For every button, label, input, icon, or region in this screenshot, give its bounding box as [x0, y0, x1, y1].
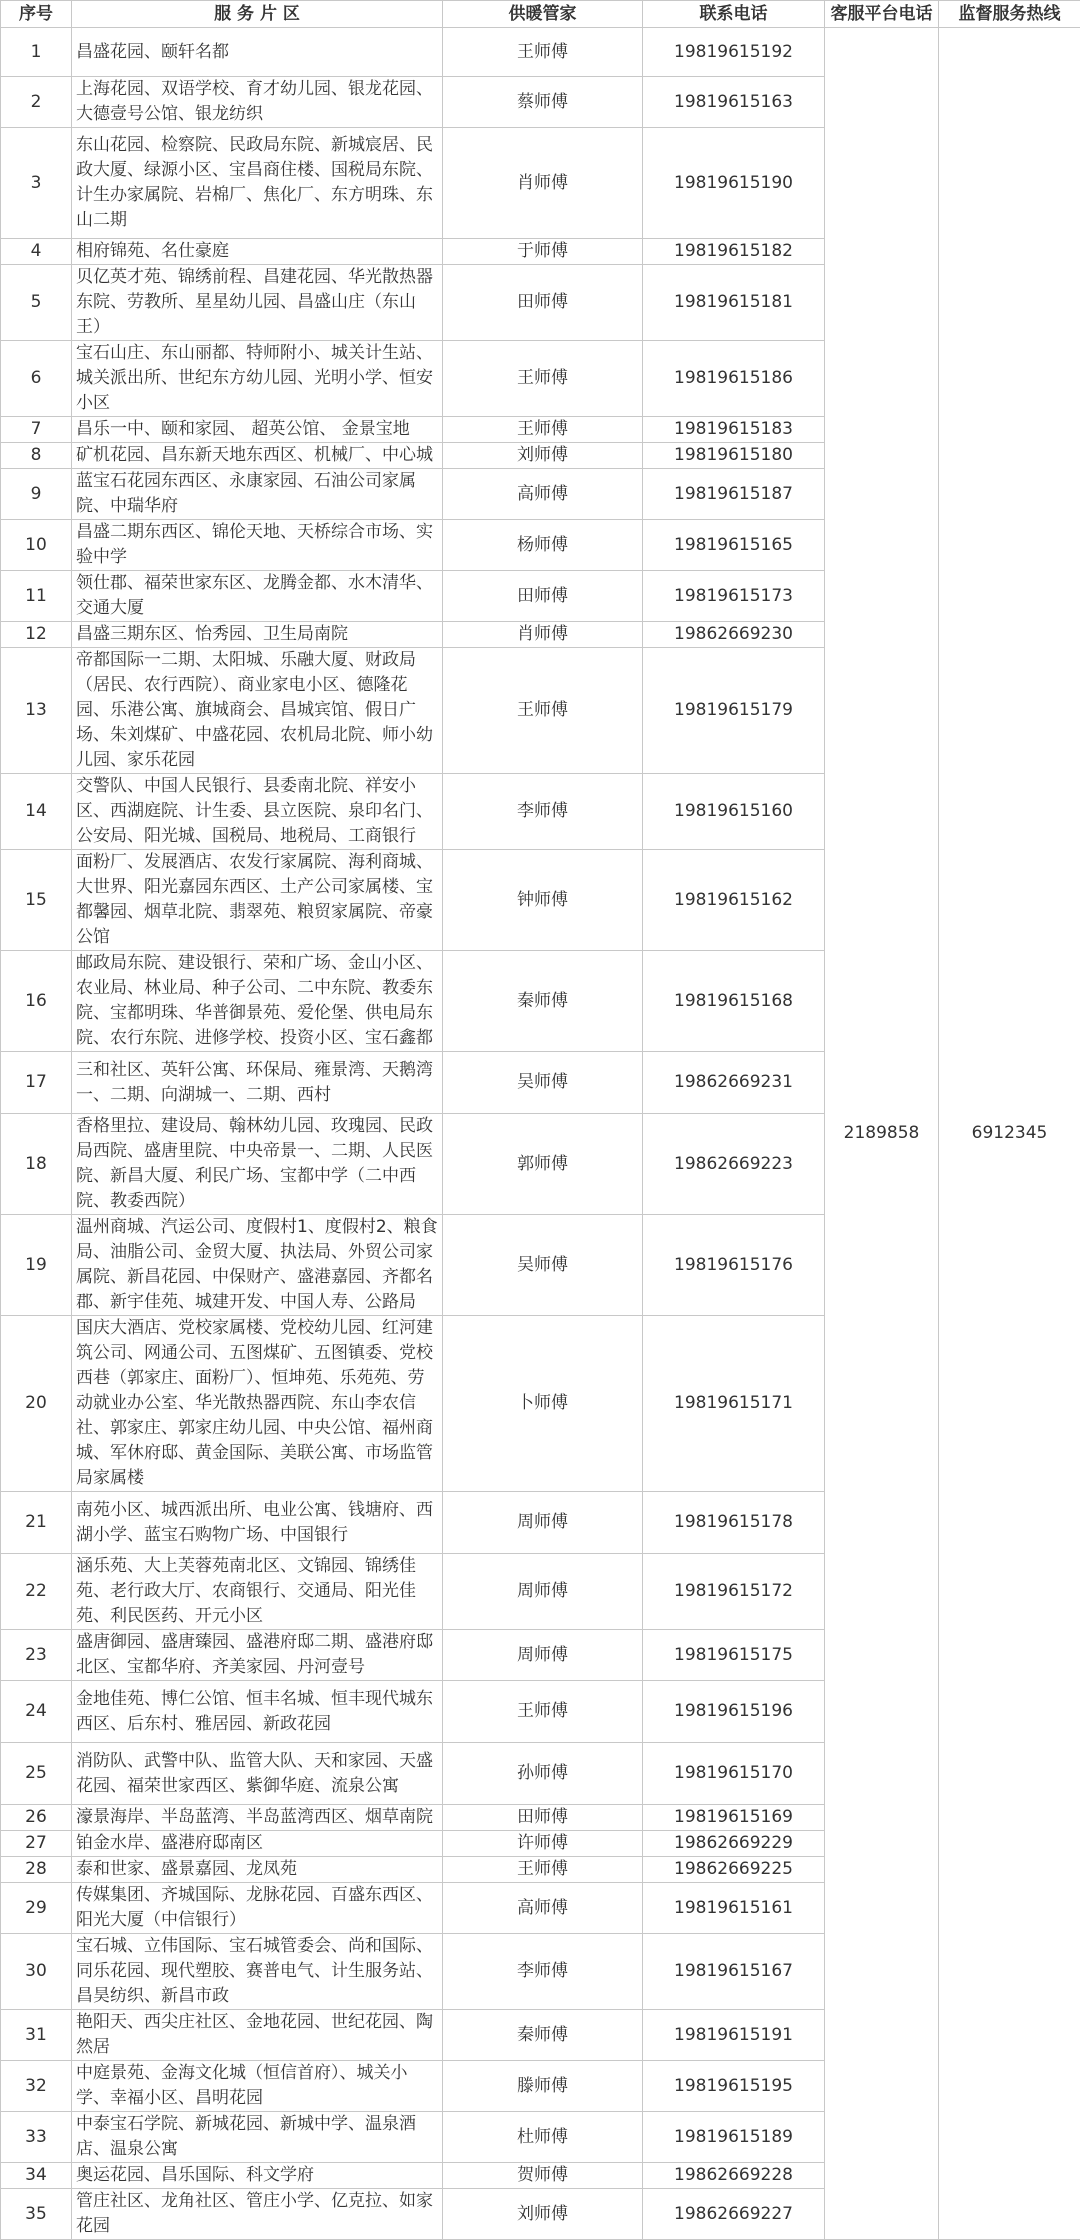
- row-contact-phone: 19819615195: [643, 2061, 825, 2112]
- row-service-area: 面粉厂、发展酒店、农发行家属院、海利商城、大世界、阳光嘉园东西区、土产公司家属楼、宝都馨园、烟草北院、翡翠苑、粮贸家属院、帝豪公馆: [72, 850, 443, 951]
- row-contact-phone: 19862669229: [643, 1831, 825, 1857]
- row-index: 6: [1, 341, 72, 417]
- row-heating-manager: 吴师傅: [443, 1215, 643, 1316]
- row-heating-manager: 钟师傅: [443, 850, 643, 951]
- row-heating-manager: 滕师傅: [443, 2061, 643, 2112]
- row-index: 35: [1, 2189, 72, 2240]
- header-hotline: 监督服务热线: [939, 1, 1080, 28]
- header-contact-phone: 联系电话: [643, 1, 825, 28]
- row-contact-phone: 19819615161: [643, 1883, 825, 1934]
- row-heating-manager: 秦师傅: [443, 2010, 643, 2061]
- row-index: 8: [1, 443, 72, 469]
- row-index: 33: [1, 2112, 72, 2163]
- row-heating-manager: 田师傅: [443, 571, 643, 622]
- header-index: 序号: [1, 1, 72, 28]
- row-heating-manager: 刘师傅: [443, 2189, 643, 2240]
- row-service-area: 昌盛二期东西区、锦伦天地、天桥综合市场、实验中学: [72, 520, 443, 571]
- row-contact-phone: 19819615168: [643, 951, 825, 1052]
- row-index: 25: [1, 1743, 72, 1805]
- row-heating-manager: 许师傅: [443, 1831, 643, 1857]
- row-index: 14: [1, 774, 72, 850]
- row-index: 24: [1, 1681, 72, 1743]
- row-contact-phone: 19819615182: [643, 239, 825, 265]
- row-service-area: 传媒集团、齐城国际、龙脉花园、百盛东西区、阳光大厦（中信银行）: [72, 1883, 443, 1934]
- row-index: 5: [1, 265, 72, 341]
- row-service-area: 蓝宝石花园东西区、永康家园、石油公司家属院、中瑞华府: [72, 469, 443, 520]
- row-service-area: 涵乐苑、大上芙蓉苑南北区、文锦园、锦绣佳苑、老行政大厅、农商银行、交通局、阳光佳苑、利民医药、开元小区: [72, 1554, 443, 1630]
- row-contact-phone: 19862669225: [643, 1857, 825, 1883]
- row-index: 2: [1, 77, 72, 128]
- row-heating-manager: 王师傅: [443, 341, 643, 417]
- platform-phone-cell: 2189858: [825, 28, 939, 2240]
- row-service-area: 国庆大酒店、党校家属楼、党校幼儿园、红河建筑公司、网通公司、五图煤矿、五图镇委、党校西巷（郭家庄、面粉厂）、恒坤苑、乐苑苑、劳动就业办公室、华光散热器西院、东山李农信社、郭家庄、郭家庄幼儿园、中央公馆、福州商城、军休府邸、黄金国际、美联公寓、市场监管局家属楼: [72, 1316, 443, 1492]
- row-service-area: 温州商城、汽运公司、度假村1、度假村2、粮食局、油脂公司、金贸大厦、执法局、外贸公司家属院、新昌花园、中保财产、盛港嘉园、齐都名郡、新宇佳苑、城建开发、中国人寿、公路局: [72, 1215, 443, 1316]
- row-service-area: 金地佳苑、博仁公馆、恒丰名城、恒丰现代城东西区、后东村、雅居园、新政花园: [72, 1681, 443, 1743]
- row-contact-phone: 19819615190: [643, 128, 825, 239]
- row-contact-phone: 19819615163: [643, 77, 825, 128]
- row-heating-manager: 高师傅: [443, 469, 643, 520]
- row-index: 13: [1, 648, 72, 774]
- row-contact-phone: 19862669228: [643, 2163, 825, 2189]
- row-contact-phone: 19862669223: [643, 1114, 825, 1215]
- row-index: 34: [1, 2163, 72, 2189]
- row-heating-manager: 周师傅: [443, 1492, 643, 1554]
- row-index: 23: [1, 1630, 72, 1681]
- row-index: 19: [1, 1215, 72, 1316]
- row-contact-phone: 19819615160: [643, 774, 825, 850]
- row-heating-manager: 王师傅: [443, 1681, 643, 1743]
- row-service-area: 昌盛三期东区、怡秀园、卫生局南院: [72, 622, 443, 648]
- row-service-area: 交警队、中国人民银行、县委南北院、祥安小区、西湖庭院、计生委、县立医院、泉印名门、公安局、阳光城、国税局、地税局、工商银行: [72, 774, 443, 850]
- row-heating-manager: 吴师傅: [443, 1052, 643, 1114]
- row-index: 28: [1, 1857, 72, 1883]
- row-heating-manager: 王师傅: [443, 417, 643, 443]
- header-service-area: 服 务 片 区: [72, 1, 443, 28]
- row-service-area: 昌乐一中、颐和家园、 超英公馆、 金景宝地: [72, 417, 443, 443]
- row-heating-manager: 田师傅: [443, 1805, 643, 1831]
- row-heating-manager: 田师傅: [443, 265, 643, 341]
- row-contact-phone: 19819615167: [643, 1934, 825, 2010]
- row-heating-manager: 蔡师傅: [443, 77, 643, 128]
- row-contact-phone: 19819615181: [643, 265, 825, 341]
- row-index: 15: [1, 850, 72, 951]
- row-index: 26: [1, 1805, 72, 1831]
- row-index: 32: [1, 2061, 72, 2112]
- row-contact-phone: 19819615175: [643, 1630, 825, 1681]
- row-service-area: 南苑小区、城西派出所、电业公寓、钱塘府、西湖小学、蓝宝石购物广场、中国银行: [72, 1492, 443, 1554]
- row-heating-manager: 王师傅: [443, 1857, 643, 1883]
- header-row: [1, 1, 1080, 28]
- header-platform-phone: 客服平台电话: [825, 1, 939, 28]
- row-index: 20: [1, 1316, 72, 1492]
- row-service-area: 帝都国际一二期、太阳城、乐融大厦、财政局（居民、农行西院）、商业家电小区、德隆花园、乐港公寓、旗城商会、昌城宾馆、假日广场、朱刘煤矿、中盛花园、农机局北院、师小幼儿园、家乐花园: [72, 648, 443, 774]
- row-index: 21: [1, 1492, 72, 1554]
- hotline-phone-cell: 6912345: [939, 28, 1080, 2240]
- row-index: 11: [1, 571, 72, 622]
- row-heating-manager: 郭师傅: [443, 1114, 643, 1215]
- row-service-area: 中庭景苑、金海文化城（恒信首府）、城关小学、幸福小区、昌明花园: [72, 2061, 443, 2112]
- row-contact-phone: 19819615191: [643, 2010, 825, 2061]
- row-service-area: 宝石山庄、东山丽都、特师附小、城关计生站、城关派出所、世纪东方幼儿园、光明小学、恒安小区: [72, 341, 443, 417]
- row-contact-phone: 19819615189: [643, 2112, 825, 2163]
- row-index: 27: [1, 1831, 72, 1857]
- row-service-area: 奥运花园、昌乐国际、科文学府: [72, 2163, 443, 2189]
- row-heating-manager: 李师傅: [443, 774, 643, 850]
- row-contact-phone: 19819615178: [643, 1492, 825, 1554]
- row-service-area: 盛唐御园、盛唐臻园、盛港府邸二期、盛港府邸北区、宝都华府、齐美家园、丹河壹号: [72, 1630, 443, 1681]
- row-contact-phone: 19819615183: [643, 417, 825, 443]
- row-index: 10: [1, 520, 72, 571]
- row-service-area: 东山花园、检察院、民政局东院、新城宸居、民政大厦、绿源小区、宝昌商住楼、国税局东院、计生办家属院、岩棉厂、焦化厂、东方明珠、东山二期: [72, 128, 443, 239]
- row-index: 7: [1, 417, 72, 443]
- row-contact-phone: 19819615180: [643, 443, 825, 469]
- row-contact-phone: 19862669231: [643, 1052, 825, 1114]
- row-heating-manager: 高师傅: [443, 1883, 643, 1934]
- row-contact-phone: 19819615196: [643, 1681, 825, 1743]
- row-contact-phone: 19819615170: [643, 1743, 825, 1805]
- row-service-area: 濠景海岸、半岛蓝湾、半岛蓝湾西区、烟草南院: [72, 1805, 443, 1831]
- row-contact-phone: 19819615186: [643, 341, 825, 417]
- row-index: 22: [1, 1554, 72, 1630]
- row-contact-phone: 19819615192: [643, 28, 825, 77]
- row-contact-phone: 19819615173: [643, 571, 825, 622]
- row-contact-phone: 19819615172: [643, 1554, 825, 1630]
- table-body: [1, 28, 1080, 2240]
- row-heating-manager: 秦师傅: [443, 951, 643, 1052]
- row-service-area: 消防队、武警中队、监管大队、天和家园、天盛花园、福荣世家西区、紫御华庭、流泉公寓: [72, 1743, 443, 1805]
- row-index: 16: [1, 951, 72, 1052]
- row-heating-manager: 刘师傅: [443, 443, 643, 469]
- row-service-area: 领仕郡、福荣世家东区、龙腾金都、水木清华、交通大厦: [72, 571, 443, 622]
- row-contact-phone: 19819615165: [643, 520, 825, 571]
- row-service-area: 宝石城、立伟国际、宝石城管委会、尚和国际、同乐花园、现代塑胶、赛普电气、计生服务站、昌昊纺织、新昌市政: [72, 1934, 443, 2010]
- table-row: [1, 28, 1080, 77]
- row-heating-manager: 杜师傅: [443, 2112, 643, 2163]
- row-service-area: 邮政局东院、建设银行、荣和广场、金山小区、农业局、林业局、种子公司、二中东院、教委东院、宝都明珠、华普御景苑、爱伦堡、供电局东院、农行东院、进修学校、投资小区、宝石鑫都: [72, 951, 443, 1052]
- row-service-area: 管庄社区、龙角社区、管庄小学、亿克拉、如家花园: [72, 2189, 443, 2240]
- row-heating-manager: 于师傅: [443, 239, 643, 265]
- row-index: 3: [1, 128, 72, 239]
- row-service-area: 香格里拉、建设局、翰林幼儿园、玫瑰园、民政局西院、盛唐里院、中央帝景一、二期、人民医院、新昌大厦、利民广场、宝都中学（二中西院、教委西院）: [72, 1114, 443, 1215]
- row-index: 4: [1, 239, 72, 265]
- header-heating-manager: 供暖管家: [443, 1, 643, 28]
- row-service-area: 三和社区、英轩公寓、环保局、雍景湾、天鹅湾一、二期、向湖城一、二期、西村: [72, 1052, 443, 1114]
- row-service-area: 上海花园、双语学校、育才幼儿园、银龙花园、大德壹号公馆、银龙纺织: [72, 77, 443, 128]
- row-heating-manager: 孙师傅: [443, 1743, 643, 1805]
- row-heating-manager: 肖师傅: [443, 622, 643, 648]
- row-index: 9: [1, 469, 72, 520]
- row-index: 1: [1, 28, 72, 77]
- row-heating-manager: 周师傅: [443, 1554, 643, 1630]
- row-heating-manager: 王师傅: [443, 648, 643, 774]
- row-heating-manager: 杨师傅: [443, 520, 643, 571]
- row-contact-phone: 19819615187: [643, 469, 825, 520]
- row-index: 30: [1, 1934, 72, 2010]
- row-contact-phone: 19819615162: [643, 850, 825, 951]
- row-contact-phone: 19819615179: [643, 648, 825, 774]
- row-heating-manager: 贺师傅: [443, 2163, 643, 2189]
- row-contact-phone: 19862669227: [643, 2189, 825, 2240]
- row-contact-phone: 19819615169: [643, 1805, 825, 1831]
- row-service-area: 中泰宝石学院、新城花园、新城中学、温泉酒店、温泉公寓: [72, 2112, 443, 2163]
- row-service-area: 铂金水岸、盛港府邸南区: [72, 1831, 443, 1857]
- row-index: 12: [1, 622, 72, 648]
- row-contact-phone: 19862669230: [643, 622, 825, 648]
- row-index: 17: [1, 1052, 72, 1114]
- row-index: 18: [1, 1114, 72, 1215]
- row-service-area: 泰和世家、盛景嘉园、龙凤苑: [72, 1857, 443, 1883]
- row-service-area: 相府锦苑、名仕豪庭: [72, 239, 443, 265]
- row-service-area: 昌盛花园、颐轩名都: [72, 28, 443, 77]
- row-service-area: 贝亿英才苑、锦绣前程、昌建花园、华光散热器东院、劳教所、星星幼儿园、昌盛山庄（东山王）: [72, 265, 443, 341]
- row-index: 29: [1, 1883, 72, 1934]
- row-heating-manager: 卜师傅: [443, 1316, 643, 1492]
- row-service-area: 矿机花园、昌东新天地东西区、机械厂、中心城: [72, 443, 443, 469]
- row-heating-manager: 周师傅: [443, 1630, 643, 1681]
- row-contact-phone: 19819615171: [643, 1316, 825, 1492]
- row-contact-phone: 19819615176: [643, 1215, 825, 1316]
- row-heating-manager: 王师傅: [443, 28, 643, 77]
- row-heating-manager: 肖师傅: [443, 128, 643, 239]
- row-service-area: 艳阳天、西尖庄社区、金地花园、世纪花园、陶然居: [72, 2010, 443, 2061]
- row-index: 31: [1, 2010, 72, 2061]
- row-heating-manager: 李师傅: [443, 1934, 643, 2010]
